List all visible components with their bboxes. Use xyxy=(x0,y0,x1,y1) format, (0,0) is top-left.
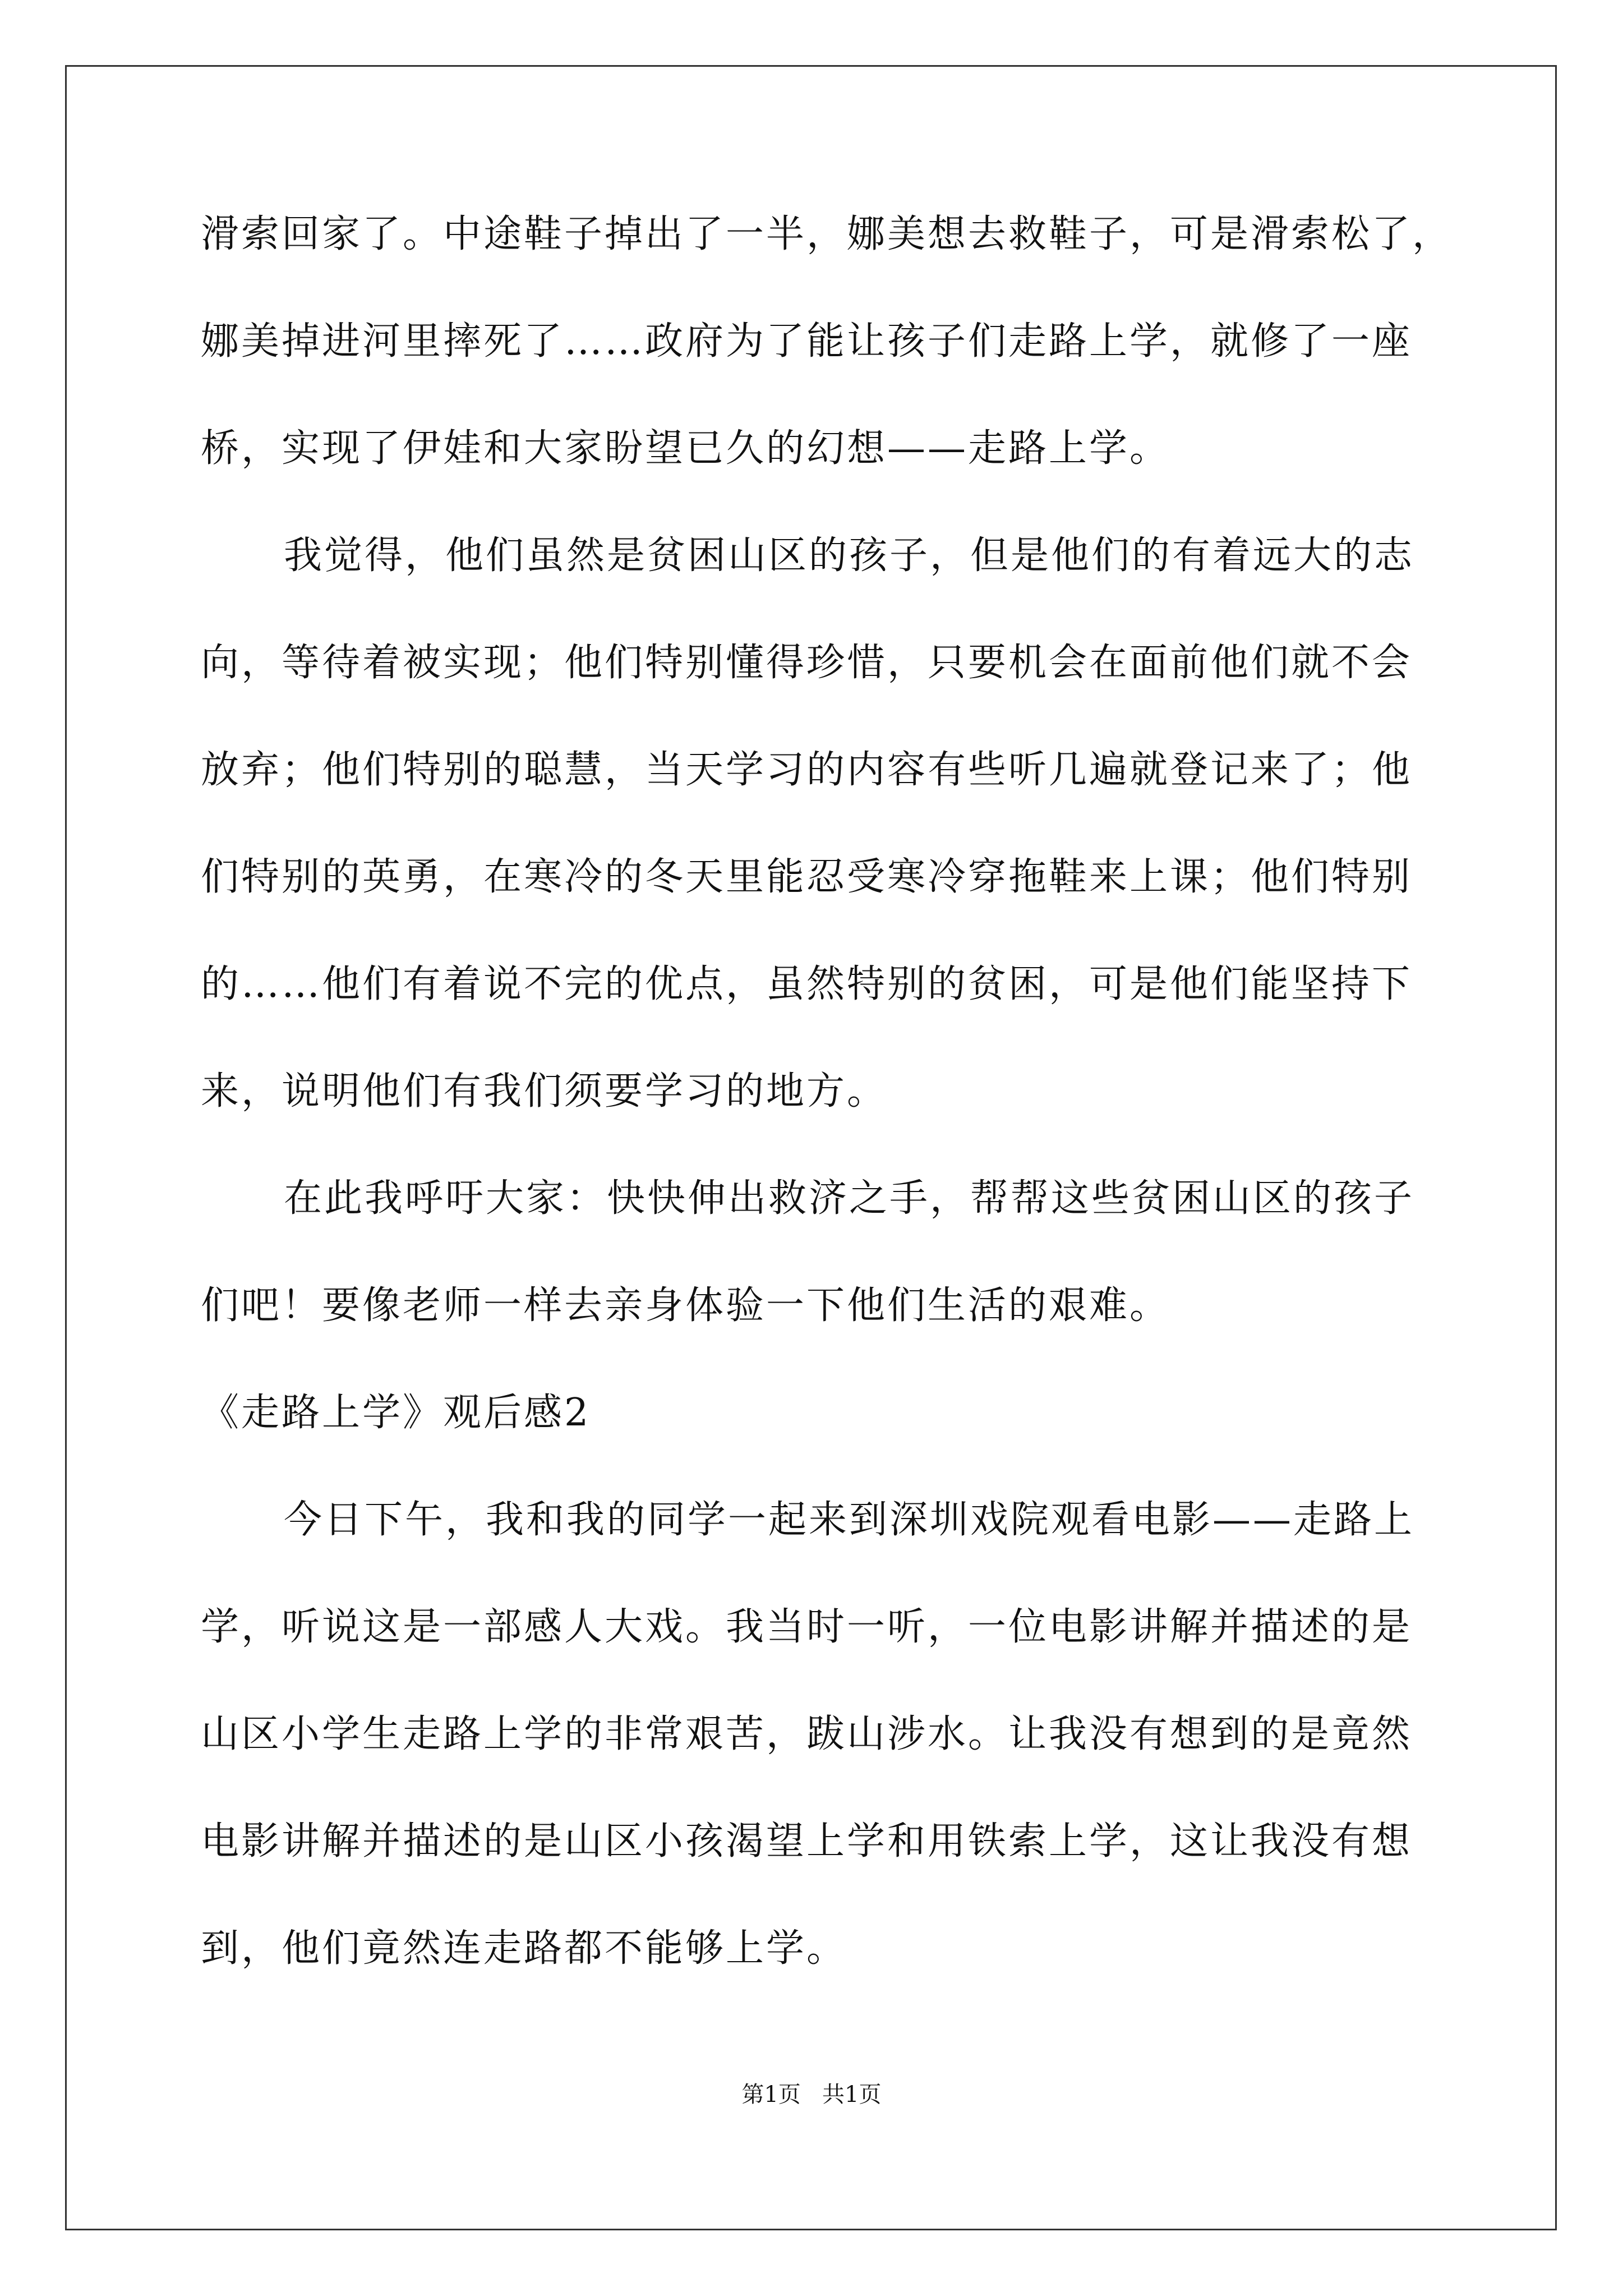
paragraph-line: 滑索回家了。中途鞋子掉出了一半，娜美想去救鞋子，可是滑索松了， xyxy=(201,212,1453,256)
page-frame xyxy=(65,65,1557,2230)
paragraph-line: 学，听说这是一部感人大戏。我当时一听，一位电影讲解并描述的是 xyxy=(201,1605,1413,1649)
paragraph-line: 桥，实现了伊娃和大家盼望已久的幻想——走路上学。 xyxy=(201,426,1170,471)
paragraph-line: 放弃；他们特别的聪慧，当天学习的内容有些听几遍就登记来了；他 xyxy=(201,748,1413,792)
paragraph-line: 向，等待着被实现；他们特别懂得珍惜，只要机会在面前他们就不会 xyxy=(201,641,1413,685)
paragraph-line: 在此我呼吁大家：快快伸出救济之手，帮帮这些贫困山区的孩子 xyxy=(284,1176,1415,1221)
paragraph-line: 到，他们竟然连走路都不能够上学。 xyxy=(201,1926,847,1971)
paragraph-line: 今日下午，我和我的同学一起来到深圳戏院观看电影——走路上 xyxy=(284,1498,1415,1542)
section-heading: 《走路上学》观后感2 xyxy=(201,1391,591,1435)
page-number-footer: 第1页 共1页 xyxy=(741,2082,882,2108)
paragraph-line: 我觉得，他们虽然是贫困山区的孩子，但是他们的有着远大的志 xyxy=(284,533,1415,578)
paragraph-line: 们特别的英勇，在寒冷的冬天里能忍受寒冷穿拖鞋来上课；他们特别 xyxy=(201,855,1413,899)
paragraph-line: 电影讲解并描述的是山区小孩渴望上学和用铁索上学，这让我没有想 xyxy=(201,1819,1413,1864)
paragraph-line: 来，说明他们有我们须要学习的地方。 xyxy=(201,1069,888,1114)
paragraph-line: 们吧！要像老师一样去亲身体验一下他们生活的艰难。 xyxy=(201,1283,1170,1328)
paragraph-line: 娜美掉进河里摔死了……政府为了能让孩子们走路上学，就修了一座 xyxy=(201,319,1413,364)
paragraph-line: 山区小学生走路上学的非常艰苦，跋山涉水。让我没有想到的是竟然 xyxy=(201,1712,1413,1756)
paragraph-line: 的……他们有着说不完的优点，虽然特别的贫困，可是他们能坚持下 xyxy=(201,962,1413,1006)
